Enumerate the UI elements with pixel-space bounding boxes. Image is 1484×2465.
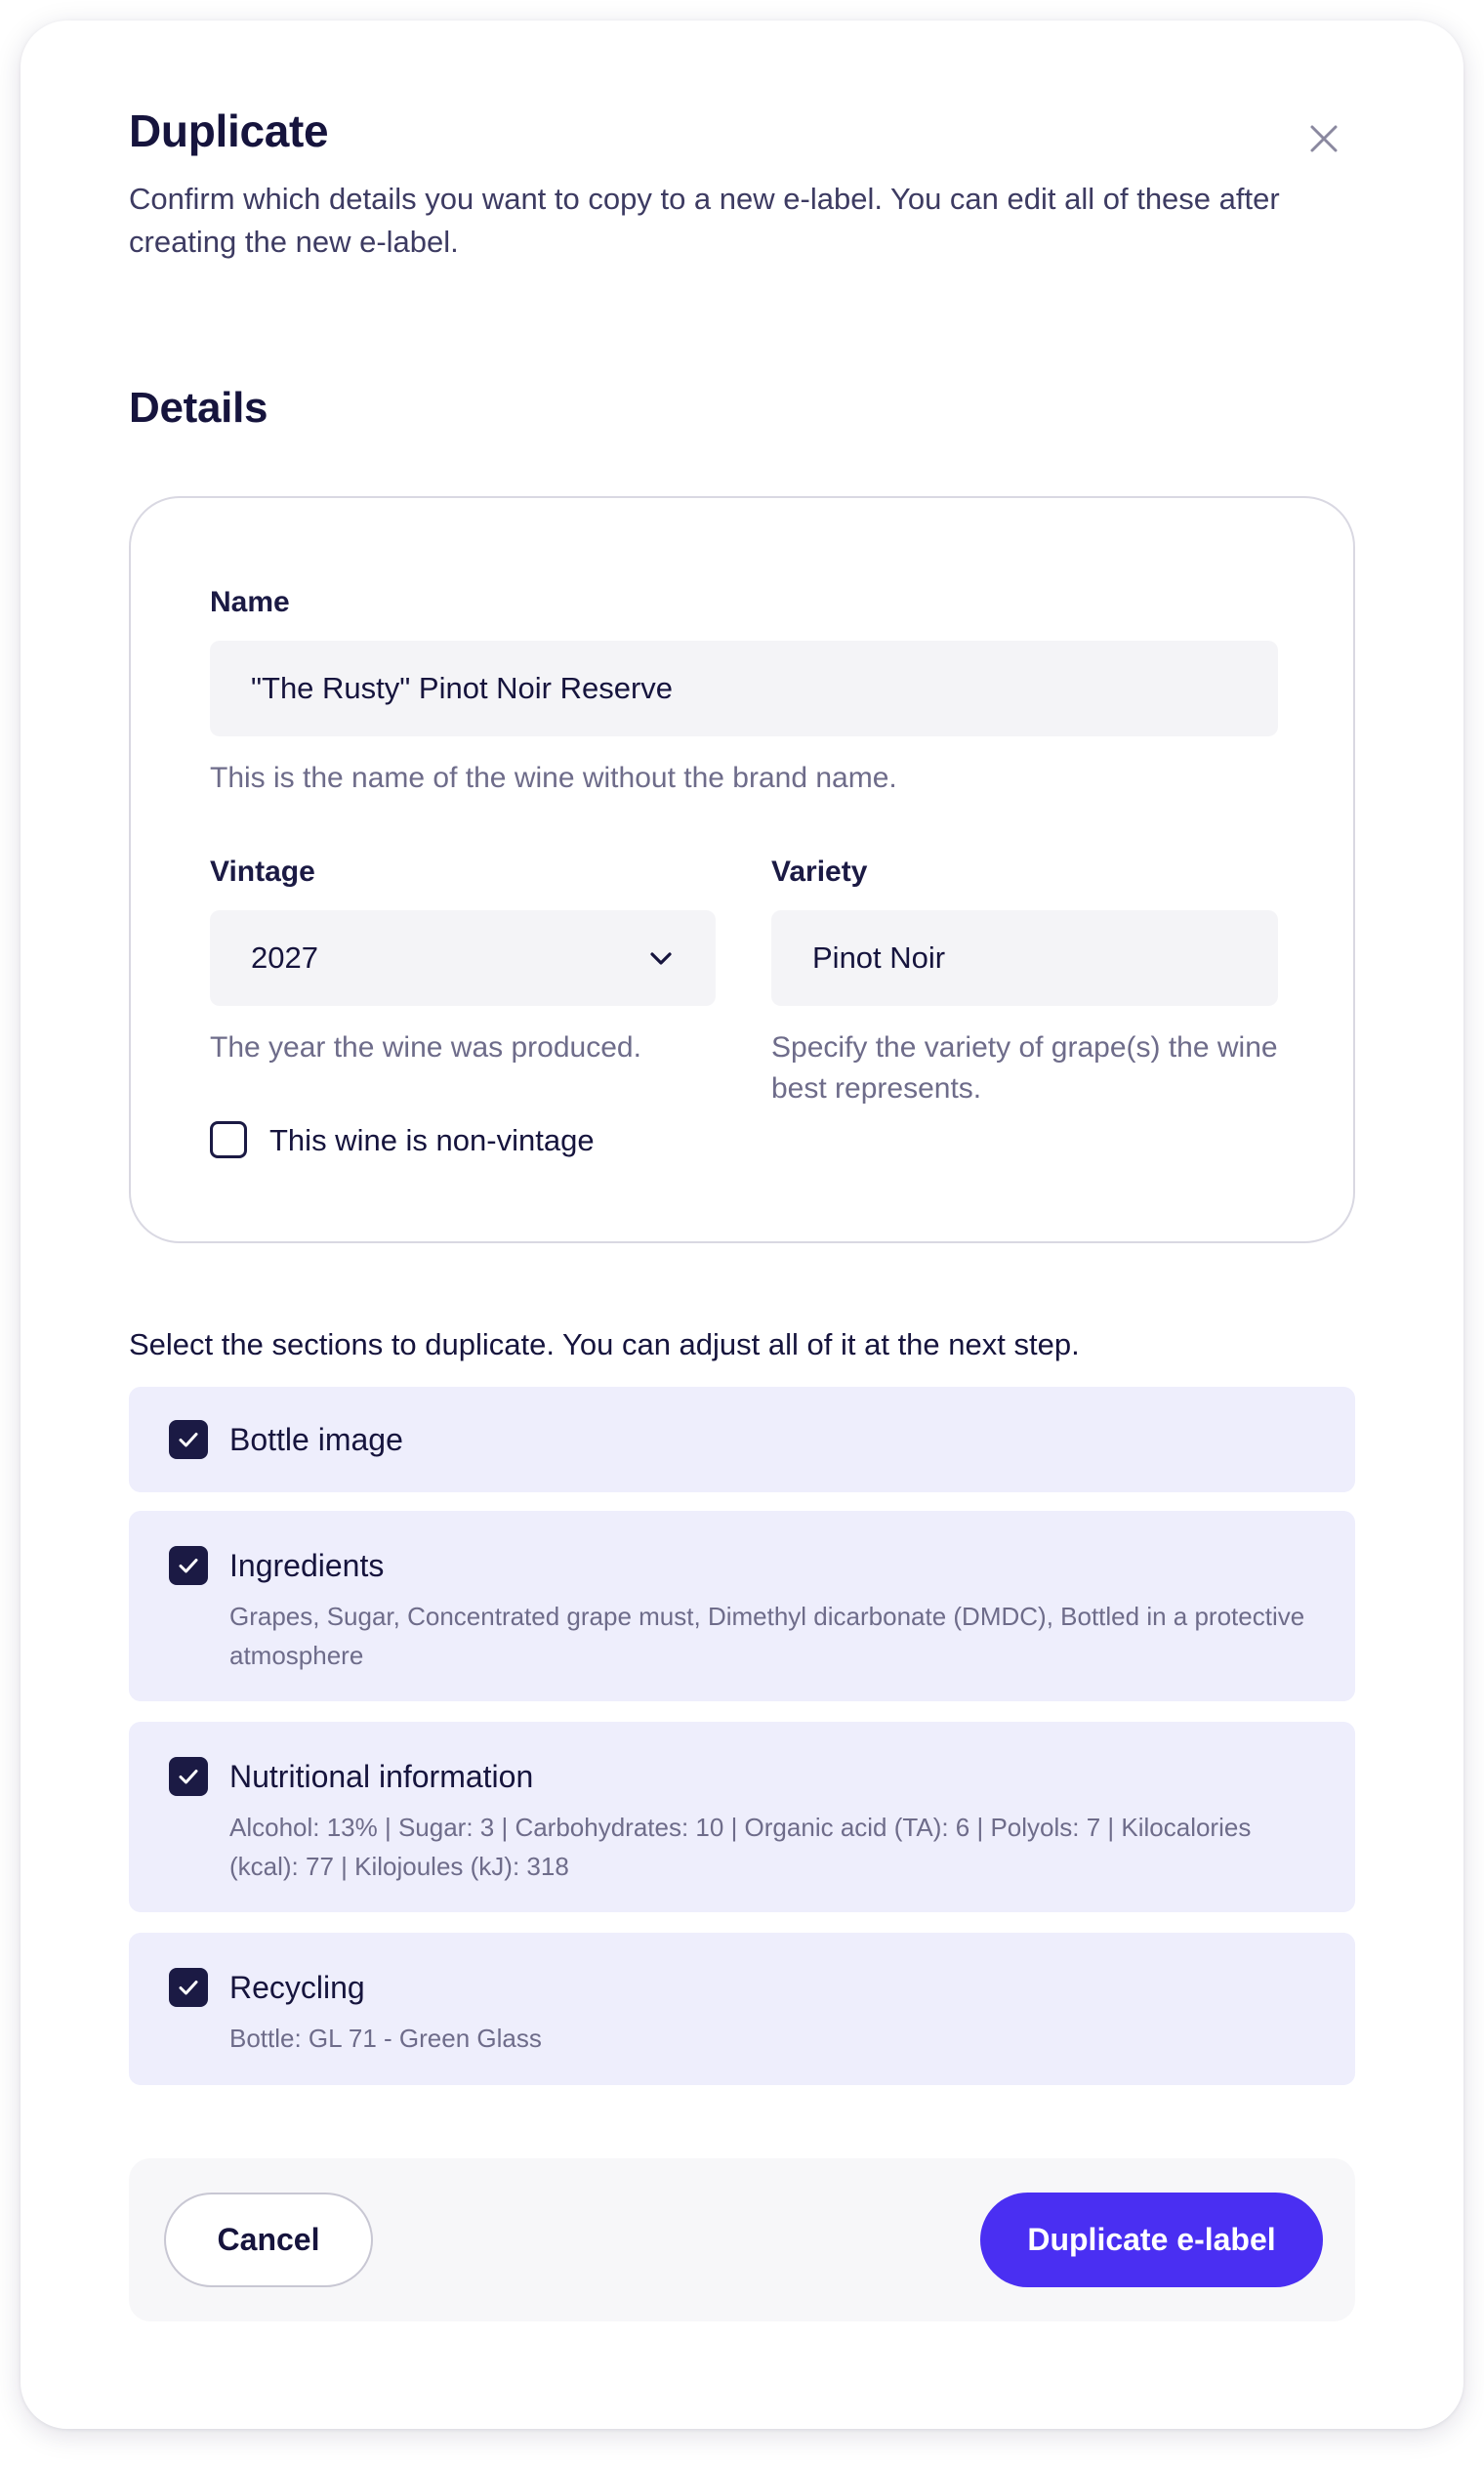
section-title: Ingredients <box>229 1548 385 1583</box>
recycling-checkbox[interactable] <box>169 1968 208 2007</box>
close-button[interactable] <box>1301 116 1346 161</box>
section-recycling[interactable] <box>129 1933 1355 2085</box>
section-description: Alcohol: 13% | Sugar: 3 | Carbohydrates: 10 | Organic acid (TA): 6 | Polyols: 7 | Kilocalories (kcal): 77 | Kilojoules (kJ): 318 <box>229 1813 1252 1881</box>
vintage-value: 2027 <box>251 940 318 975</box>
checkmark-icon <box>177 1428 200 1451</box>
dialog-subtitle: Confirm which details you want to copy to a new e-label. You can edit all of these after creating the new e-label. <box>129 182 1280 259</box>
section-description: Grapes, Sugar, Concentrated grape must, Dimethyl dicarbonate (DMDC), Bottled in a protective atmosphere <box>229 1602 1305 1670</box>
chevron-down-icon <box>647 945 675 973</box>
section-title: Bottle image <box>229 1422 403 1457</box>
variety-label: Variety <box>771 856 868 888</box>
vintage-label: Vintage <box>210 856 315 888</box>
checkmark-icon <box>177 1554 200 1577</box>
name-helper: This is the name of the wine without the brand name. <box>210 762 897 794</box>
vintage-helper: The year the wine was produced. <box>210 1031 641 1064</box>
name-label: Name <box>210 586 290 618</box>
details-card <box>129 496 1355 1243</box>
variety-helper: Specify the variety of grape(s) the wine best represents. <box>771 1031 1278 1105</box>
vintage-select[interactable] <box>210 910 716 1006</box>
sections-instruction: Select the sections to duplicate. You can adjust all of it at the next step. <box>129 1327 1080 1361</box>
non-vintage-label[interactable]: This wine is non-vintage <box>269 1123 595 1157</box>
details-heading: Details <box>129 384 268 432</box>
name-input[interactable]: "The Rusty" Pinot Noir Reserve <box>210 641 1278 736</box>
dialog-title: Duplicate <box>129 105 329 156</box>
section-description: Bottle: GL 71 - Green Glass <box>229 2024 542 2053</box>
ingredients-checkbox[interactable] <box>169 1546 208 1585</box>
duplicate-e-label-button[interactable]: Duplicate e-label <box>980 2193 1323 2287</box>
nutritional-information-checkbox[interactable] <box>169 1757 208 1796</box>
dialog-footer <box>129 2158 1355 2321</box>
close-icon <box>1309 124 1339 153</box>
non-vintage-checkbox[interactable] <box>210 1121 247 1158</box>
section-nutritional-information[interactable] <box>129 1722 1355 1912</box>
variety-input[interactable]: Pinot Noir <box>771 910 1278 1006</box>
bottle-image-checkbox[interactable] <box>169 1420 208 1459</box>
duplicate-dialog <box>21 21 1463 2429</box>
section-title: Nutritional information <box>229 1759 534 1794</box>
section-title: Recycling <box>229 1970 365 2005</box>
checkmark-icon <box>177 1976 200 1999</box>
section-ingredients[interactable] <box>129 1511 1355 1701</box>
cancel-button[interactable]: Cancel <box>164 2193 373 2287</box>
section-bottle-image[interactable] <box>129 1387 1355 1492</box>
checkmark-icon <box>177 1765 200 1788</box>
